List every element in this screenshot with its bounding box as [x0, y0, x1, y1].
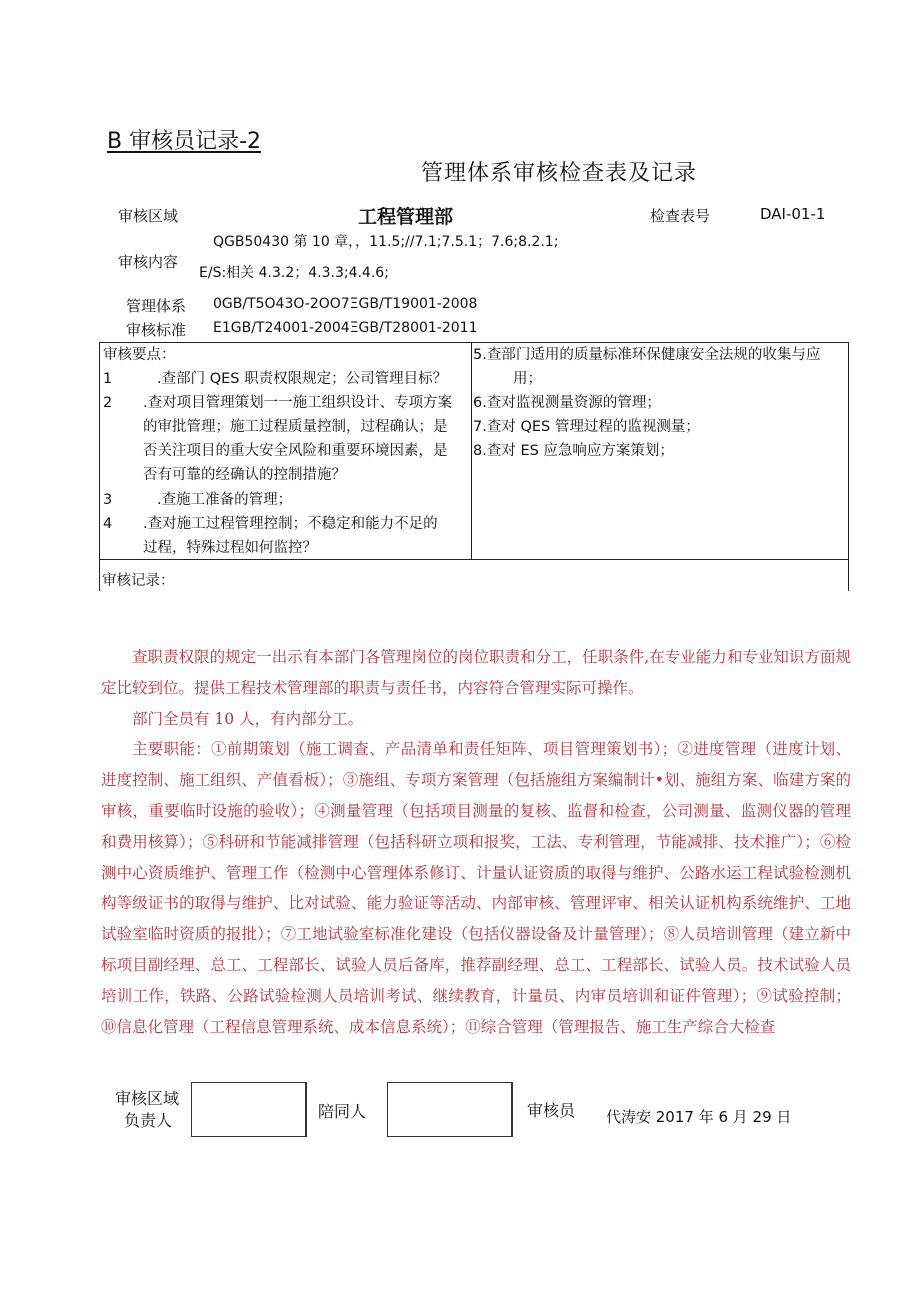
key-point-right-line: 8.查对 ES 应急响应方案策划； — [473, 443, 674, 459]
record-border-right — [848, 559, 849, 591]
area-head-signature-box — [191, 1082, 307, 1137]
key-point-line: 过程，特殊过程如何监控？ — [143, 540, 317, 556]
key-point-line: .查部门 QES 职责权限规定；公司管理目标？ — [157, 371, 448, 387]
auditor-signature-date: 代涛安 2017 年 6 月 29 日 — [606, 1108, 792, 1126]
key-point-line: 的审批管理；施工过程质量控制，过程确认；是 — [143, 419, 448, 435]
audit-content-label: 审核内容 — [118, 253, 179, 271]
document-code: B 审核员记录-2 — [107, 129, 262, 154]
standard-label-line-1: 管理体系 — [126, 297, 187, 315]
key-point-line: 否有可靠的经确认的控制措施？ — [143, 467, 346, 483]
form-number-value: DAI-01-1 — [760, 205, 826, 223]
audit-record-label: 审核记录： — [102, 573, 175, 589]
form-number-label: 检查表号 — [650, 207, 711, 225]
key-point-number: 2 — [103, 395, 113, 411]
area-head-label-line-2: 负责人 — [124, 1111, 173, 1130]
table-divider — [471, 343, 472, 559]
page-title: 管理体系审核检查表及记录 — [421, 161, 698, 186]
record-border-left — [99, 559, 100, 591]
standard-label-line-2: 审核标准 — [126, 321, 187, 339]
record-paragraph: 部门全员有 10 人，有内部分工。 — [132, 709, 364, 728]
audit-area-label: 审核区域 — [118, 207, 179, 225]
companion-signature-box — [387, 1082, 513, 1137]
key-point-right-line: 6.查对监视测量资源的管理； — [473, 395, 661, 411]
standard-line-1: 0GB/T5O43O-2OO7ΞGB/T19001-2008 — [213, 296, 478, 312]
auditor-label: 审核员 — [527, 1101, 576, 1120]
key-point-line: .查对施工过程管理控制；不稳定和能力不足的 — [143, 516, 438, 532]
audit-area-value: 工程管理部 — [358, 206, 454, 228]
area-head-label-line-1: 审核区域 — [115, 1089, 180, 1108]
key-point-right-line: 5.查部门适用的质量标准环保健康安全法规的收集与应 — [473, 347, 821, 363]
record-paragraph: 主要职能：①前期策划（施工调查、产品清单和责任矩阵、项目管理策划书）；②进度管理（进度计划、进度控制、施工组织、产值看板）；③施组、专项方案管理（包括施组方案编制计•划、施组方案、临建方案的审核，重要临时设施的验收）；④测量管理（包括项目测量的复核、监督和检查，公司测量、监测仪器的管理和费用核算）；⑤科研和节能减排管理（包括科研立项和报奖，工法、专利管理，节能减排、技术推广）；⑥检测中心资质维护、管理工作（检测中心管理体系修订、计量认证资质的取得与维护、公路水运工程试验检测机构等级证书的取得与维护、比对试验、能力验证等活动、内部审核、管理评审、相关认证机构系统维护、工地试验室临时资质的报批）；⑦工地试验室标准化建设（包括仪器设备及计量管理）；⑧人员培训管理（建立新中标项目副经理、总工、工程部长、试验人员后备库，推荐副经理、总工、工程部长、试验人员。技术试验人员培训工作，铁路、公路试验检测人员培训考试、继续教育，计量员、内审员培训和证件管理）；⑨试验控制；⑩信息化管理（工程信息管理系统、成本信息系统）；⑪综合管理（管理报告、施工生产综合大检查 — [101, 740, 851, 1036]
key-point-line: .查对项目管理策划一一施工组织设计、专项方案 — [143, 395, 453, 411]
key-point-number: 4 — [103, 516, 113, 532]
key-point-number: 3 — [103, 492, 113, 508]
key-points-heading: 审核要点： — [103, 347, 176, 363]
key-point-number: 1 — [103, 371, 113, 387]
key-point-right-line: 用； — [513, 371, 542, 387]
key-point-right-line: 7.查对 QES 管理过程的监视测量； — [473, 419, 700, 435]
audit-key-points-table — [99, 342, 849, 560]
standard-line-2: E1GB/T24001-2004ΞGB/T28001-2011 — [213, 320, 478, 336]
companion-label: 陪同人 — [318, 1102, 367, 1121]
audit-content-line-1: QGB50430 第 10 章，，11.5;//7.1;7.5.1；7.6;8.2.1; — [213, 234, 559, 250]
record-paragraph: 查职责权限的规定一出示有本部门各管理岗位的岗位职责和分工，任职条件,在专业能力和专业知识方面规定比较到位。提供工程技术管理部的职责与责任书，内容符合管理实际可操作。 — [101, 648, 851, 697]
key-point-line: 否关注项目的重大安全风险和重要环境因素，是 — [143, 443, 448, 459]
audit-record-body — [101, 642, 851, 1042]
audit-content-line-2: E/S:相关 4.3.2；4.3.3;4.4.6; — [199, 265, 389, 281]
key-point-line: .查施工准备的管理； — [157, 492, 293, 508]
